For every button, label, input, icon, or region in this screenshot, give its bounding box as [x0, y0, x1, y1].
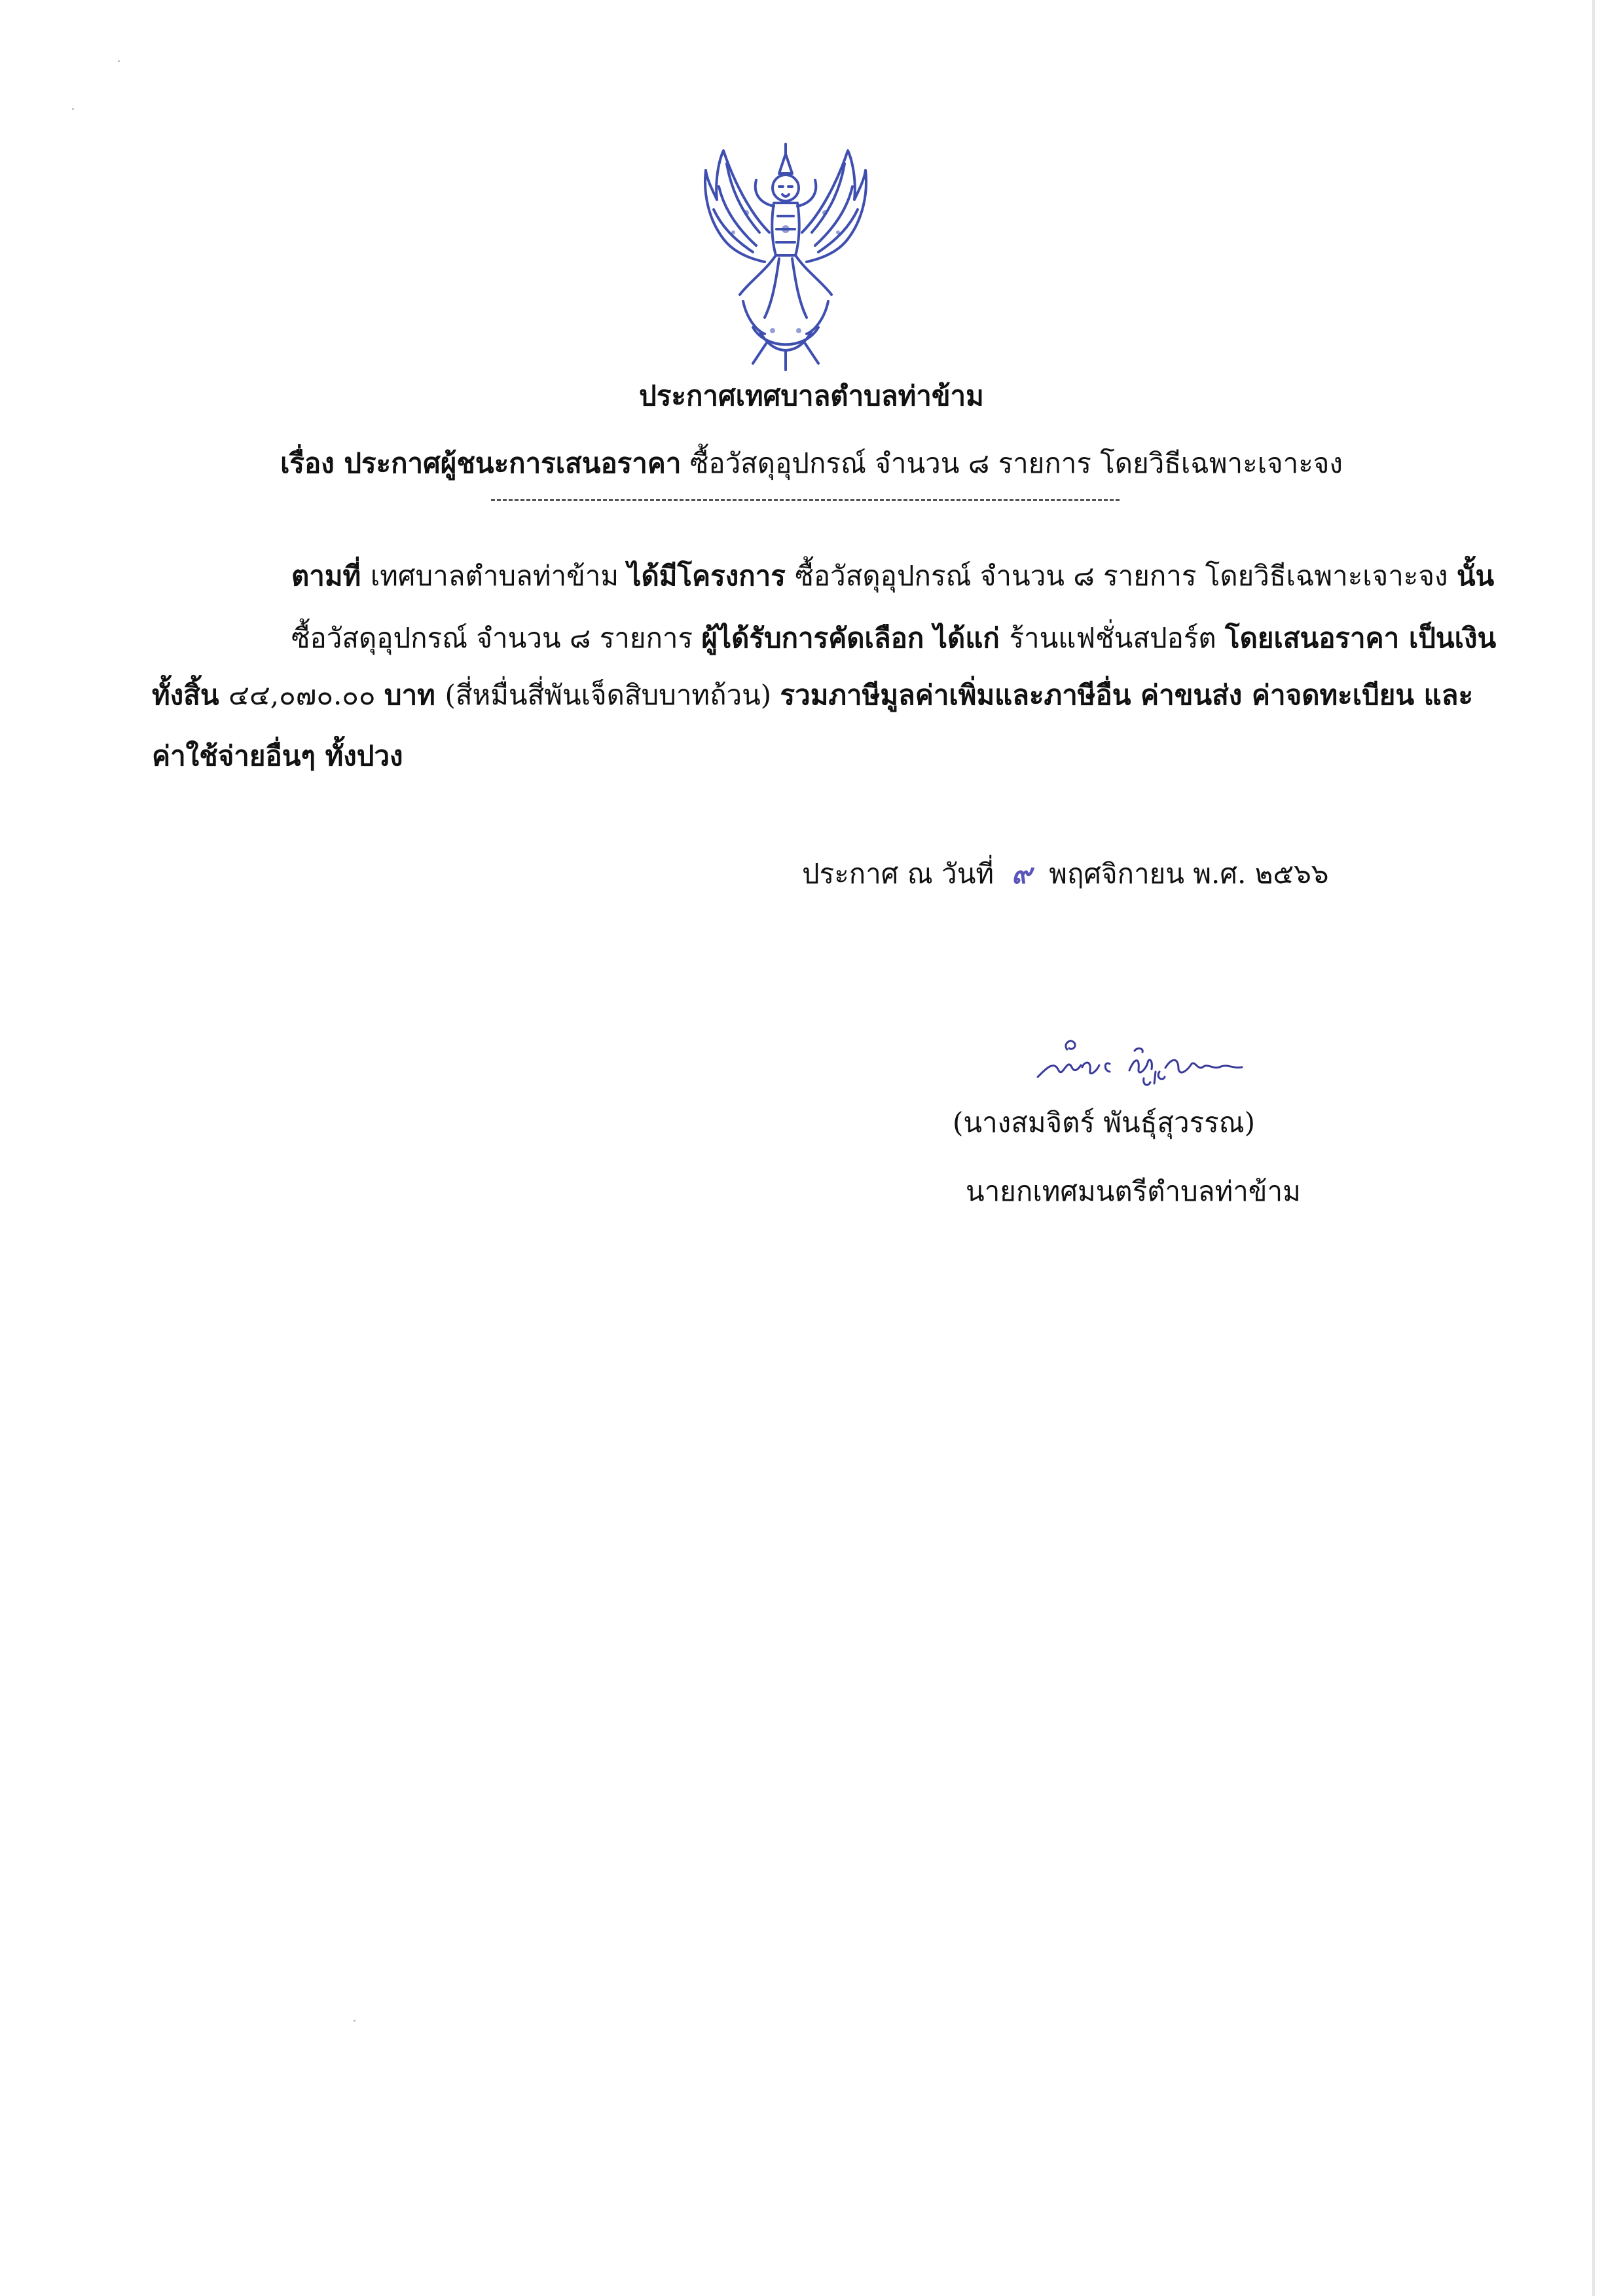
announcement-subject — [0, 444, 1623, 483]
scan-speck — [72, 108, 74, 110]
body-segment: เทศบาลตำบลท่าข้าม — [370, 560, 628, 592]
body-segment: ซื้อวัสดุอุปกรณ์ จำนวน ๘ รายการ — [291, 622, 702, 654]
scan-speck — [354, 2020, 356, 2022]
body-segment: ตามที่ — [291, 560, 371, 592]
garuda-emblem-icon — [687, 134, 884, 376]
dashed-separator — [491, 499, 1120, 501]
body-line-2 — [291, 619, 1496, 658]
subject-text: ซื้อวัสดุอุปกรณ์ จำนวน ๘ รายการ โดยวิธีเฉพาะเจาะจง — [689, 447, 1343, 479]
body-line-4 — [152, 737, 403, 776]
date-prefix: ประกาศ ณ วันที่ — [802, 858, 994, 890]
signer-position: นายกเทศมนตรีตำบลท่าข้าม — [966, 1175, 1301, 1207]
signer-name: (นางสมจิตร์ พันธุ์สุวรรณ) — [953, 1106, 1256, 1139]
body-segment: ผู้ได้รับการคัดเลือก ได้แก่ — [701, 622, 1010, 654]
announcement-title: ประกาศเทศบาลตำบลท่าข้าม — [639, 380, 984, 412]
page-edge-line — [1592, 0, 1595, 2296]
amount-in-words: (สี่หมื่นสี่พันเจ็ดสิบบาทถ้วน) — [445, 679, 780, 711]
body-line-1 — [291, 556, 1494, 596]
body-segment: ได้มีโครงการ — [627, 560, 795, 592]
body-segment: รวมภาษีมูลค่าเพิ่มและภาษีอื่น ค่าขนส่ง ค่าจดทะเบียน และ — [780, 679, 1474, 711]
subject-label: เรื่อง ประกาศผู้ชนะการเสนอราคา — [280, 447, 682, 479]
announcement-date — [802, 854, 1329, 894]
body-segment: บาท — [384, 679, 445, 711]
scan-speck — [118, 60, 120, 62]
body-line-3 — [152, 676, 1473, 715]
date-month-year: พฤศจิกายน พ.ศ. ๒๕๖๖ — [1049, 858, 1329, 890]
body-segment: ทั้งสิ้น — [152, 679, 229, 711]
handwritten-signature — [1031, 1031, 1247, 1097]
body-segment: ค่าใช้จ่ายอื่นๆ ทั้งปวง — [152, 740, 403, 772]
body-segment: ร้านแฟชั่นสปอร์ต — [1009, 622, 1226, 654]
amount-value: ๔๔,๐๗๐.๐๐ — [228, 679, 384, 711]
body-segment: โดยเสนอราคา — [1225, 622, 1409, 654]
date-day: ๙ — [1011, 858, 1032, 890]
body-segment: ซื้อวัสดุอุปกรณ์ จำนวน ๘ รายการ โดยวิธีเฉพาะเจาะจง — [795, 560, 1457, 592]
body-segment: เป็นเงิน — [1408, 622, 1497, 654]
body-segment: นั้น — [1456, 560, 1495, 592]
